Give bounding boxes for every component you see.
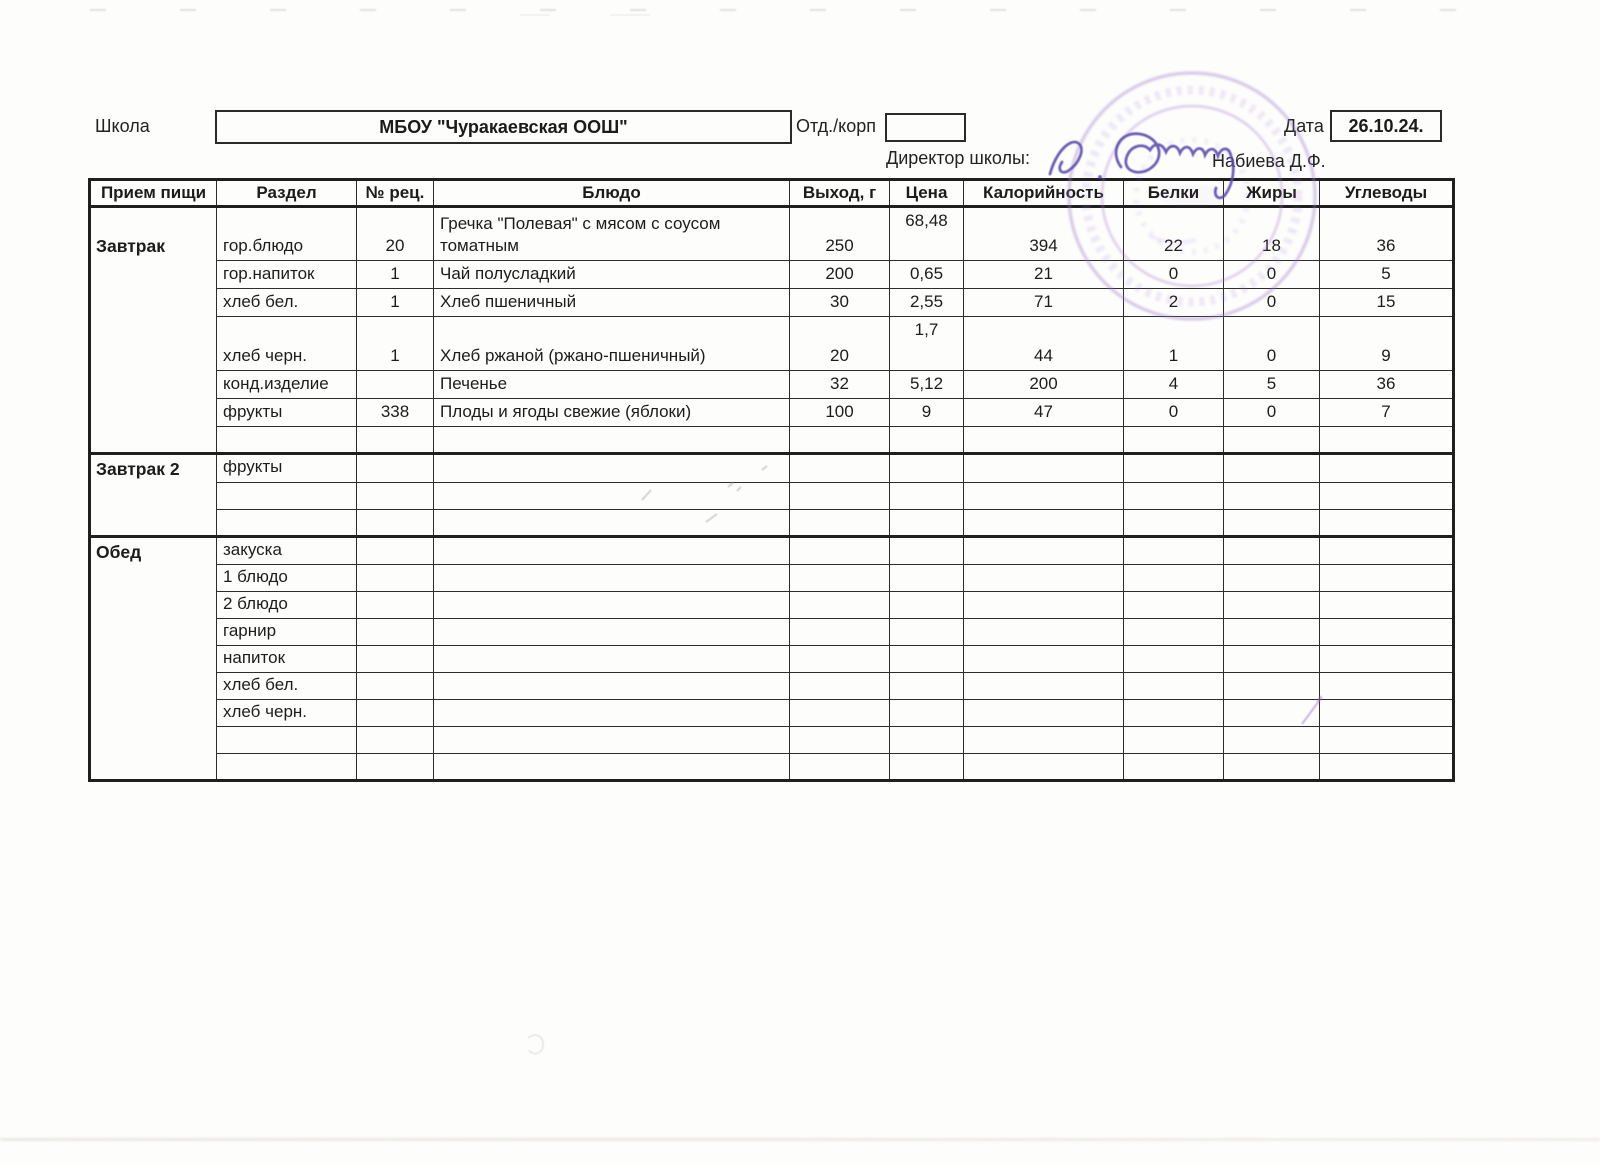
cell-prot	[1124, 727, 1224, 754]
table-row	[90, 317, 1454, 371]
cell-out	[790, 673, 890, 700]
cell-out: 250	[790, 207, 890, 261]
cell-kcal	[964, 700, 1124, 727]
cell-carb	[1320, 618, 1454, 645]
cell-carb	[1320, 509, 1454, 536]
cell-fat: 5	[1224, 371, 1320, 399]
cell-fat	[1224, 509, 1320, 536]
table-row	[90, 645, 1454, 672]
table-row	[90, 727, 1454, 754]
cell-num	[357, 727, 434, 754]
cell-prot	[1124, 509, 1224, 536]
cell-razdel: хлеб черн.	[217, 317, 357, 371]
cell-carb	[1320, 700, 1454, 727]
cell-prot	[1124, 564, 1224, 591]
cell-out	[790, 700, 890, 727]
cell-num	[357, 509, 434, 536]
cell-num: 1	[357, 289, 434, 317]
school-name-box	[215, 110, 792, 144]
table-row	[90, 509, 1454, 536]
column-header-prot: Белки	[1124, 180, 1224, 207]
cell-dish	[434, 536, 790, 564]
cell-price	[890, 482, 964, 509]
cell-razdel: 2 блюдо	[217, 591, 357, 618]
cell-carb	[1320, 754, 1454, 781]
cell-razdel: закуска	[217, 536, 357, 564]
cell-carb: 36	[1320, 371, 1454, 399]
cell-num	[357, 454, 434, 482]
dept-value-box	[885, 113, 966, 142]
cell-fat	[1224, 673, 1320, 700]
cell-dish	[434, 591, 790, 618]
cell-fat: 0	[1224, 261, 1320, 289]
cell-kcal	[964, 618, 1124, 645]
cell-kcal	[964, 754, 1124, 781]
cell-price	[890, 536, 964, 564]
meal-section-label: Завтрак	[90, 207, 217, 454]
cell-price: 0,65	[890, 261, 964, 289]
cell-num	[357, 591, 434, 618]
cell-num	[357, 673, 434, 700]
cell-out	[790, 618, 890, 645]
cell-price	[890, 700, 964, 727]
cell-kcal	[964, 454, 1124, 482]
date-label: Дата	[1284, 116, 1324, 136]
scan-top-edge-artifact	[90, 9, 1530, 11]
dept-label: Отд./корп	[796, 116, 876, 136]
cell-num	[357, 371, 434, 399]
cell-kcal: 44	[964, 317, 1124, 371]
cell-razdel: гор.блюдо	[217, 207, 357, 261]
cell-prot	[1124, 454, 1224, 482]
cell-price	[890, 727, 964, 754]
cell-prot	[1124, 591, 1224, 618]
column-header-dish: Блюдо	[434, 180, 790, 207]
cell-razdel: хлеб бел.	[217, 673, 357, 700]
cell-carb: 15	[1320, 289, 1454, 317]
cell-dish	[434, 509, 790, 536]
cell-razdel: хлеб черн.	[217, 700, 357, 727]
table-row	[90, 536, 1454, 564]
cell-prot	[1124, 427, 1224, 454]
cell-razdel: 1 блюдо	[217, 564, 357, 591]
cell-price	[890, 754, 964, 781]
cell-num	[357, 645, 434, 672]
cell-prot	[1124, 700, 1224, 727]
cell-razdel	[217, 509, 357, 536]
cell-out: 200	[790, 261, 890, 289]
director-label: Директор школы:	[886, 148, 1030, 168]
cell-prot	[1124, 754, 1224, 781]
cell-fat	[1224, 564, 1320, 591]
cell-num	[357, 618, 434, 645]
cell-dish	[434, 645, 790, 672]
cell-prot	[1124, 618, 1224, 645]
cell-fat	[1224, 727, 1320, 754]
cell-dish	[434, 482, 790, 509]
cell-kcal	[964, 673, 1124, 700]
table-row	[90, 207, 1454, 261]
cell-kcal	[964, 536, 1124, 564]
table-row	[90, 371, 1454, 399]
table-row	[90, 591, 1454, 618]
cell-carb	[1320, 591, 1454, 618]
cell-dish	[434, 754, 790, 781]
scan-bottom-edge-artifact	[0, 1138, 1600, 1141]
cell-price	[890, 591, 964, 618]
cell-carb	[1320, 645, 1454, 672]
column-header-razdel: Раздел	[217, 180, 357, 207]
cell-kcal	[964, 427, 1124, 454]
cell-out	[790, 536, 890, 564]
meal-section-label: Завтрак 2	[90, 454, 217, 536]
cell-out	[790, 427, 890, 454]
cell-prot	[1124, 645, 1224, 672]
table-row	[90, 673, 1454, 700]
table-row	[90, 700, 1454, 727]
date-value: 26.10.24.	[1348, 115, 1424, 136]
cell-carb	[1320, 564, 1454, 591]
cell-dish: Гречка "Полевая" с мясом с соусом томатным	[434, 207, 790, 261]
cell-dish: Плоды и ягоды свежие (яблоки)	[434, 399, 790, 427]
cell-out	[790, 591, 890, 618]
column-header-carb: Углеводы	[1320, 180, 1454, 207]
cell-dish	[434, 700, 790, 727]
table-row	[90, 754, 1454, 781]
cell-num: 1	[357, 261, 434, 289]
table-row	[90, 618, 1454, 645]
cell-prot: 1	[1124, 317, 1224, 371]
cell-carb	[1320, 536, 1454, 564]
table-row	[90, 399, 1454, 427]
cell-carb	[1320, 482, 1454, 509]
menu-table-header	[90, 180, 1454, 207]
cell-fat: 0	[1224, 289, 1320, 317]
cell-out	[790, 564, 890, 591]
cell-price: 1,7	[890, 317, 964, 371]
menu-table	[88, 178, 1455, 782]
cell-razdel: конд.изделие	[217, 371, 357, 399]
cell-kcal	[964, 509, 1124, 536]
cell-prot	[1124, 536, 1224, 564]
cell-out	[790, 727, 890, 754]
cell-razdel	[217, 727, 357, 754]
cell-fat	[1224, 427, 1320, 454]
cell-carb: 7	[1320, 399, 1454, 427]
cell-dish	[434, 673, 790, 700]
cell-kcal	[964, 645, 1124, 672]
cell-fat: 0	[1224, 399, 1320, 427]
cell-price	[890, 673, 964, 700]
cell-num: 20	[357, 207, 434, 261]
cell-num: 338	[357, 399, 434, 427]
cell-kcal: 47	[964, 399, 1124, 427]
cell-num	[357, 536, 434, 564]
cell-dish	[434, 564, 790, 591]
cell-razdel: фрукты	[217, 399, 357, 427]
cell-prot: 0	[1124, 261, 1224, 289]
cell-kcal	[964, 564, 1124, 591]
cell-kcal	[964, 482, 1124, 509]
cell-carb	[1320, 727, 1454, 754]
cell-prot	[1124, 482, 1224, 509]
cell-razdel	[217, 754, 357, 781]
cell-prot	[1124, 673, 1224, 700]
cell-carb	[1320, 454, 1454, 482]
cell-price	[890, 427, 964, 454]
cell-price	[890, 564, 964, 591]
cell-razdel: напиток	[217, 645, 357, 672]
cell-dish: Хлеб пшеничный	[434, 289, 790, 317]
cell-carb	[1320, 427, 1454, 454]
cell-price: 68,48	[890, 207, 964, 261]
cell-num: 1	[357, 317, 434, 371]
cell-fat	[1224, 482, 1320, 509]
table-row	[90, 261, 1454, 289]
cell-out	[790, 645, 890, 672]
cell-price	[890, 454, 964, 482]
cell-fat: 18	[1224, 207, 1320, 261]
cell-kcal	[964, 727, 1124, 754]
cell-kcal: 394	[964, 207, 1124, 261]
cell-carb	[1320, 673, 1454, 700]
table-row	[90, 289, 1454, 317]
column-header-kcal: Калорийность	[964, 180, 1124, 207]
column-header-num: № рец.	[357, 180, 434, 207]
director-name: Набиева Д.Ф.	[1212, 151, 1326, 171]
cell-out	[790, 482, 890, 509]
menu-table-body	[90, 207, 1454, 781]
cell-razdel	[217, 482, 357, 509]
cell-dish: Хлеб ржаной (ржано-пшеничный)	[434, 317, 790, 371]
column-header-fat: Жиры	[1224, 180, 1320, 207]
cell-carb: 5	[1320, 261, 1454, 289]
meal-section-label: Обед	[90, 536, 217, 781]
cell-num	[357, 564, 434, 591]
table-row	[90, 427, 1454, 454]
table-row	[90, 454, 1454, 482]
school-label: Школа	[95, 116, 150, 136]
cell-prot: 4	[1124, 371, 1224, 399]
cell-fat	[1224, 700, 1320, 727]
cell-kcal: 71	[964, 289, 1124, 317]
cell-dish: Чай полусладкий	[434, 261, 790, 289]
school-name: МБОУ "Чуракаевская ООШ"	[379, 116, 628, 137]
column-header-out: Выход, г	[790, 180, 890, 207]
cell-num	[357, 700, 434, 727]
cell-num	[357, 754, 434, 781]
cell-prot: 2	[1124, 289, 1224, 317]
cell-kcal: 21	[964, 261, 1124, 289]
cell-carb: 9	[1320, 317, 1454, 371]
column-header-meal: Прием пищи	[90, 180, 217, 207]
cell-prot: 0	[1124, 399, 1224, 427]
cell-price	[890, 509, 964, 536]
cell-dish	[434, 454, 790, 482]
cell-dish	[434, 727, 790, 754]
cell-out: 20	[790, 317, 890, 371]
cell-razdel	[217, 427, 357, 454]
cell-num	[357, 482, 434, 509]
cell-out: 100	[790, 399, 890, 427]
cell-carb: 36	[1320, 207, 1454, 261]
cell-price: 5,12	[890, 371, 964, 399]
cell-kcal: 200	[964, 371, 1124, 399]
date-value-box	[1330, 110, 1442, 142]
cell-out	[790, 454, 890, 482]
cell-razdel: гор.напиток	[217, 261, 357, 289]
cell-out: 30	[790, 289, 890, 317]
cell-fat	[1224, 618, 1320, 645]
cell-fat: 0	[1224, 317, 1320, 371]
cell-dish: Печенье	[434, 371, 790, 399]
cell-price: 9	[890, 399, 964, 427]
table-row	[90, 564, 1454, 591]
cell-out: 32	[790, 371, 890, 399]
cell-out	[790, 754, 890, 781]
cell-razdel: гарнир	[217, 618, 357, 645]
cell-fat	[1224, 591, 1320, 618]
cell-dish	[434, 427, 790, 454]
cell-kcal	[964, 591, 1124, 618]
cell-dish	[434, 618, 790, 645]
cell-fat	[1224, 645, 1320, 672]
cell-fat	[1224, 754, 1320, 781]
column-header-price: Цена	[890, 180, 964, 207]
cell-price	[890, 645, 964, 672]
table-row	[90, 482, 1454, 509]
cell-razdel: хлеб бел.	[217, 289, 357, 317]
cell-fat	[1224, 454, 1320, 482]
cell-razdel: фрукты	[217, 454, 357, 482]
cell-out	[790, 509, 890, 536]
cell-price: 2,55	[890, 289, 964, 317]
cell-num	[357, 427, 434, 454]
cell-fat	[1224, 536, 1320, 564]
cell-price	[890, 618, 964, 645]
cell-prot: 22	[1124, 207, 1224, 261]
